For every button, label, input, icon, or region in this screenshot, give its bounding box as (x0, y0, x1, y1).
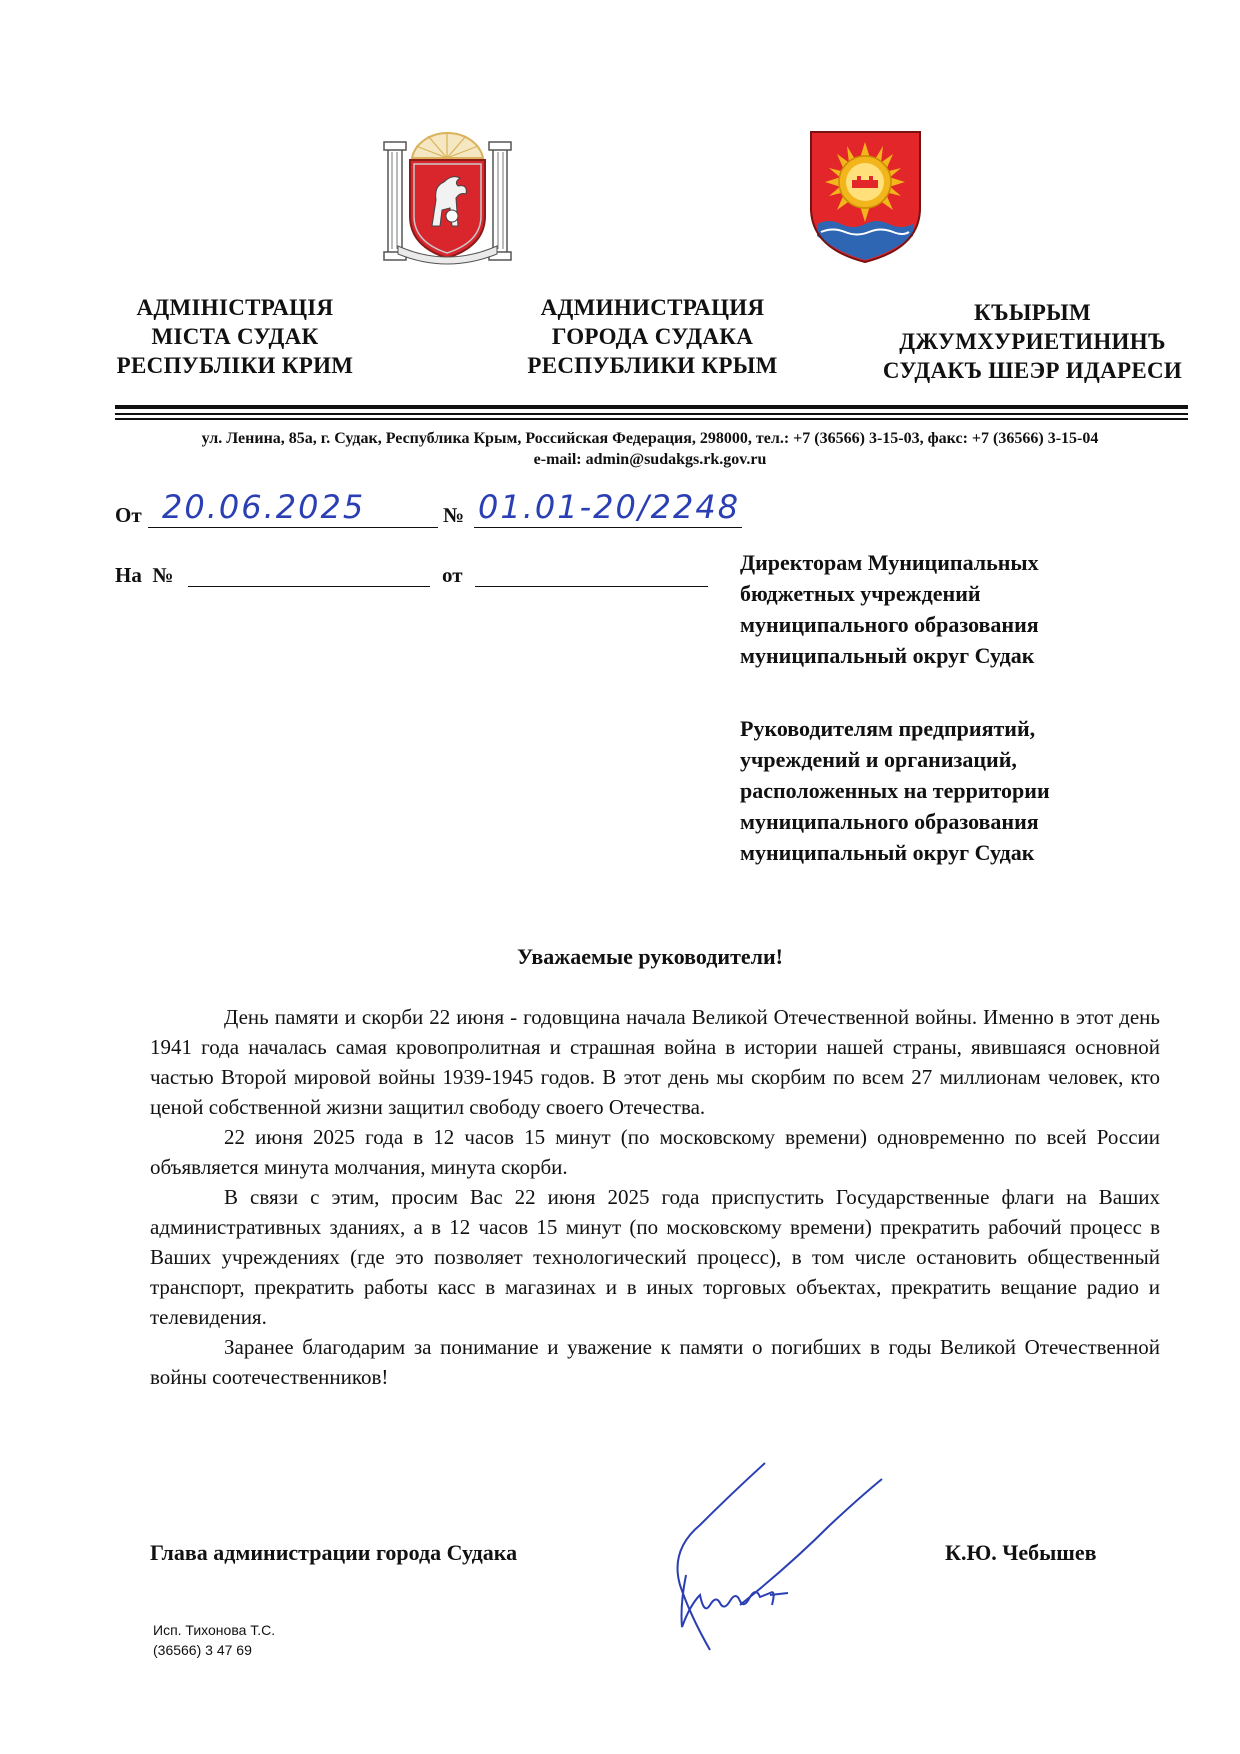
addressee-line: расположенных на территории (740, 778, 1050, 803)
addressee-block-2 (740, 713, 1160, 868)
addressee-line: Директорам Муниципальных (740, 550, 1039, 575)
header-line: КЪЫРЫМ (973, 300, 1091, 325)
handwritten-signature (620, 1455, 940, 1655)
address-line: ул. Ленина, 85а, г. Судак, Республика Крым, Российская Федерация, 298000, тел.: +7 (36566) 3-15-03, факс: +7 (36566) 3-15-04 (201, 430, 1099, 447)
header-line: МІСТА СУДАК (151, 324, 319, 349)
addressee-line: Руководителям предприятий, (740, 716, 1036, 741)
header-line: АДМИНИСТРАЦИЯ (540, 295, 765, 320)
addressee-line: муниципального образования (740, 809, 1039, 834)
reference-number-underline (188, 586, 430, 587)
handwritten-number: 01.01-20/2248 (478, 488, 741, 526)
reference-from-label: от (442, 563, 463, 587)
date-underline (148, 527, 438, 528)
header-line: РЕСПУБЛИКИ КРЫМ (527, 353, 778, 378)
addressee-line: бюджетных учреждений (740, 581, 981, 606)
executor-name: Исп. Тихонова Т.С. (153, 1622, 276, 1638)
header-divider-thin (115, 413, 1188, 415)
header-russian (500, 293, 805, 380)
number-label: № (443, 503, 465, 527)
reference-label: На № (115, 563, 174, 587)
number-underline (474, 527, 742, 528)
from-label: От (115, 503, 142, 527)
signatory-position: Глава администрации города Судака (150, 1540, 518, 1565)
header-line: РЕСПУБЛІКИ КРИМ (116, 353, 354, 378)
header-line: ДЖУМХУРИЕТИНИНЪ (899, 329, 1166, 354)
crimea-coat-of-arms (380, 128, 515, 265)
body-paragraph: Заранее благодарим за понимание и уважение к памяти о погибших в годы Великой Отечественной войны соотечественников! (150, 1335, 1160, 1389)
sudak-coat-of-arms (807, 128, 924, 265)
salutation: Уважаемые руководители! (517, 944, 783, 969)
executor-phone: (36566) 3 47 69 (153, 1642, 252, 1658)
header-line: АДМІНІСТРАЦІЯ (136, 295, 334, 320)
addressee-block-1 (740, 547, 1160, 671)
header-divider-thin (115, 418, 1188, 420)
addressee-line: учреждений и организаций, (740, 747, 1017, 772)
header-crimean-tatar (870, 298, 1195, 385)
header-ukrainian (110, 293, 360, 380)
letter-body (150, 1002, 1160, 1392)
body-paragraph: В связи с этим, просим Вас 22 июня 2025 года приспустить Государственные флаги на Ваших административных зданиях, а в 12 часов 15 минут (по московскому времени) прекратить рабочий процесс в Ваших учреждениях (где это позволяет технологический процесс), в том числе остановить общественный транспорт, прекратить работы касс в магазинах и в иных торговых объектах, прекратить вещание радио и телевидения. (150, 1185, 1160, 1329)
addressee-line: муниципальный округ Судак (740, 643, 1035, 668)
body-paragraph: День памяти и скорби 22 июня - годовщина начала Великой Отечественной войны. Именно в этот день 1941 года началась самая кровопролитная и страшная война в истории нашей страны, явившаяся основной частью Второй мировой войны 1939-1945 годов. В этот день мы скорбим по всем 27 миллионам человек, кто ценой собственной жизни защитил свободу своего Отечества. (150, 1005, 1160, 1119)
email-line: e-mail: admin@sudakgs.rk.gov.ru (533, 451, 767, 468)
body-paragraph: 22 июня 2025 года в 12 часов 15 минут (по московскому времени) одновременно по всей России объявляется минута молчания, минута скорби. (150, 1125, 1160, 1179)
signatory-name: К.Ю. Чебышев (945, 1540, 1097, 1565)
header-line: ГОРОДА СУДАКА (551, 324, 754, 349)
header-line: СУДАКЪ ШЕЭР ИДАРЕСИ (882, 358, 1183, 383)
reference-date-underline (475, 586, 708, 587)
executor-info (153, 1620, 275, 1660)
addressee-line: муниципальный округ Судак (740, 840, 1035, 865)
handwritten-date: 20.06.2025 (162, 488, 366, 526)
addressee-line: муниципального образования (740, 612, 1039, 637)
header-divider-thick (115, 405, 1188, 409)
contact-info (100, 428, 1200, 470)
